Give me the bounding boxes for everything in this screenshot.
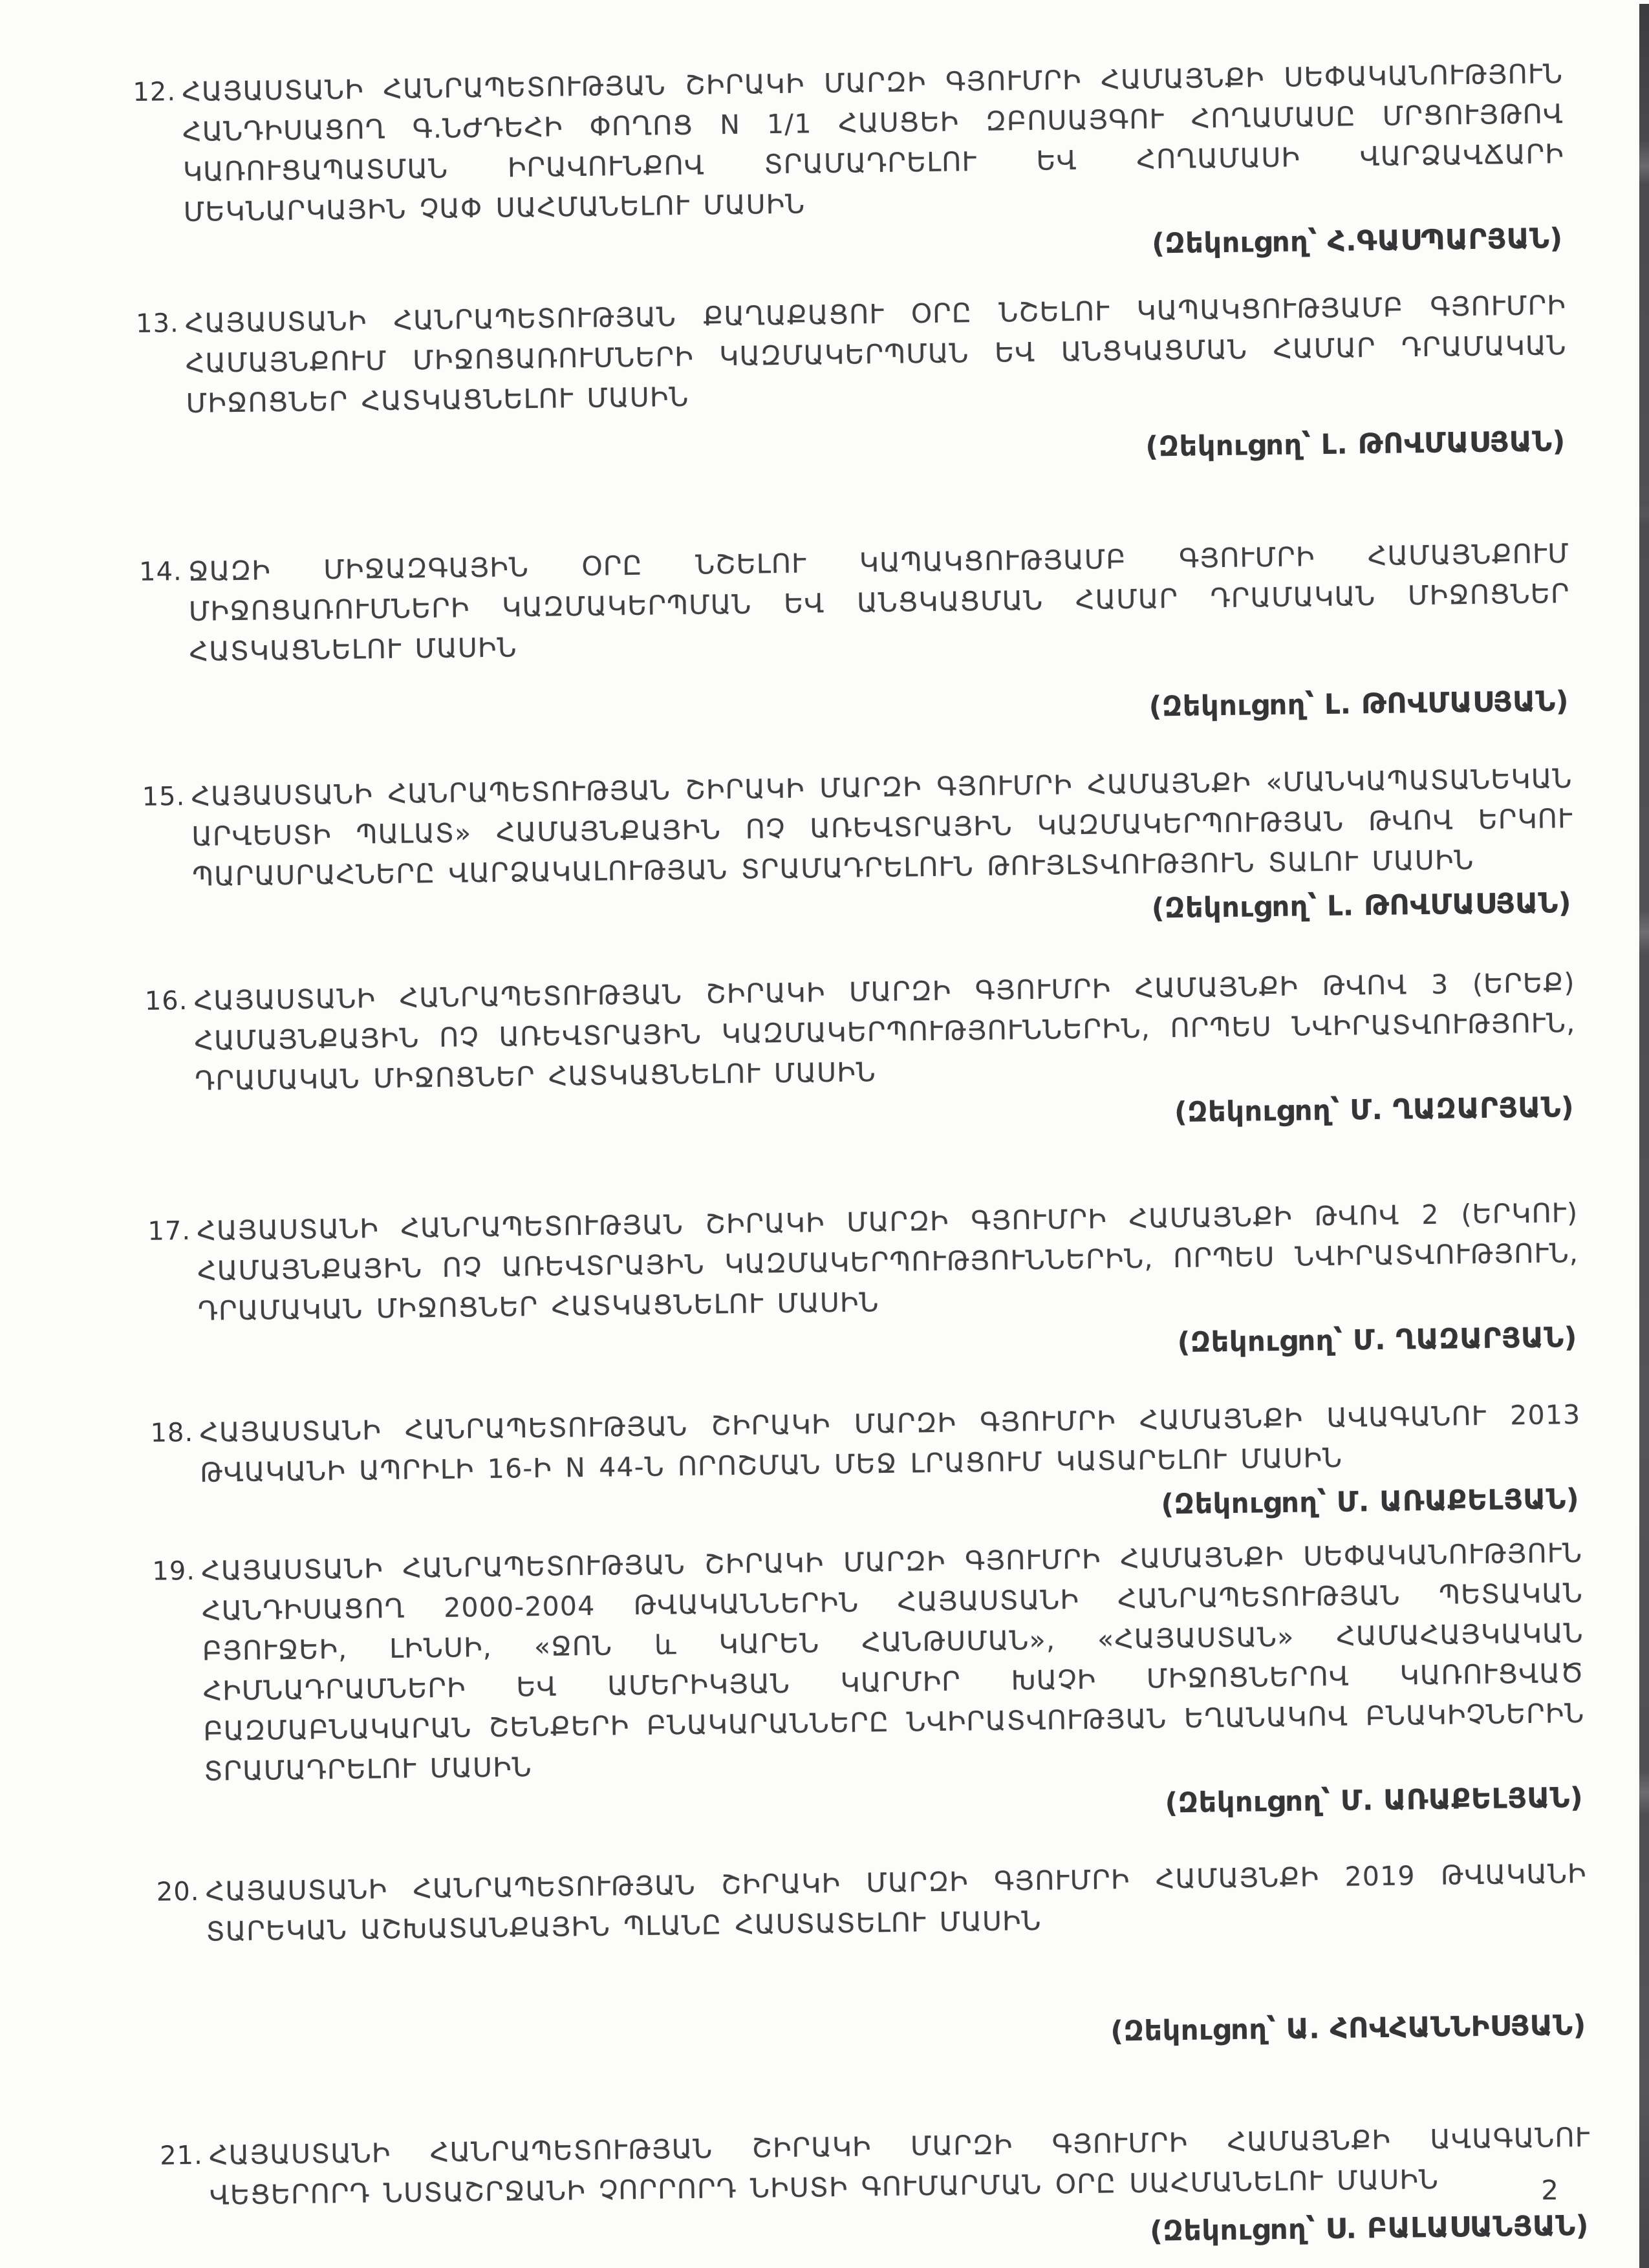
item-number: 21. [159,2140,204,2171]
agenda-item-15 [142,758,1574,941]
item-reporter: (Զեկուցող՝ Լ. ԹՈՎՄԱՍՅԱՆ) [1148,685,1569,723]
item-number: 15. [142,782,186,812]
item-text: ՀԱՅԱՍՏԱՆԻ ՀԱՆՐԱՊԵՏՈՒԹՅԱՆ ՇԻՐԱԿԻ ՄԱՐԶԻ ԳՅՈՒՄՐԻ ՀԱՄԱՅՆՔԻ ՍԵՓԱԿԱՆՈՒԹՅՈՒՆ ՀԱՆԴԻՍԱՑՈՂ 2000-2004 ԹՎԱԿԱՆՆԵՐԻՆ ՀԱՅԱՍՏԱՆԻ ՀԱՆՐԱՊԵՏՈՒԹՅԱՆ ՊԵՏԱԿԱՆ ԲՅՈՒՋԵԻ, ԼԻՆՍԻ, «ՋՈՆ և ԿԱՐԵՆ ՀԱՆԹՍՄԱՆ», «ՀԱՅԱՍՏԱՆ» ՀԱՄԱՀԱՅԿԱԿԱՆ ՀԻՄՆԱԴՐԱՄՆԵՐԻ ԵՎ ԱՄԵՐԻԿՅԱՆ ԿԱՐՄԻՐ ԽԱՉԻ ՄԻՋՈՑՆԵՐՈՎ ԿԱՌՈՒՑՎԱԾ ԲԱԶՄԱԲՆԱԿԱՐԱՆ ՇԵՆՔԵՐԻ ԲՆԱԿԱՐԱՆՆԵՐԸ ՆՎԻՐԱՏՎՈՒԹՅԱՆ ԵՂԱՆԱԿՈՎ ԲՆԱԿԻՉՆԵՐԻՆ ՏՐԱՄԱԴՐԵԼՈՒ ՄԱՍԻՆ [201,1537,1585,1787]
agenda-item-20 [156,1854,1589,2064]
item-reporter: (Զեկուցող՝ Ս. ԲԱԼԱՍԱՆՅԱՆ) [1149,2209,1590,2248]
item-text: ՀԱՅԱՍՏԱՆԻ ՀԱՆՐԱՊԵՏՈՒԹՅԱՆ ՇԻՐԱԿԻ ՄԱՐԶԻ ԳՅՈՒՄՐԻ ՀԱՄԱՅՆՔԻ «ՄԱՆԿԱՊԱՏԱՆԵԿԱՆ ԱՐՎԵՍՏԻ ՊԱԼԱՏ» ՀԱՄԱՅՆՔԱՅԻՆ ՈՉ ԱՌԵՎՏՐԱՅԻՆ ԿԱԶՄԱԿԵՐՊՈՒԹՅԱՆ ԹՎՈՎ ԵՐԿՈՒ ՊԱՐԱՍՐԱՀՆԵՐԸ ՎԱՐՁԱԿԱԼՈՒԹՅԱՆ ՏՐԱՄԱԴՐԵԼՈՒՆ ԹՈՒՅԼՏՎՈՒԹՅՈՒՆ ՏԱԼՈՒ ՄԱՍԻՆ [191,762,1573,892]
agenda-item-17 [147,1193,1580,1376]
item-reporter: (Զեկուցող՝ Լ. ԹՈՎՄԱՍՅԱՆ) [1145,425,1566,464]
item-number: 14. [138,557,183,587]
item-text: ՀԱՅԱՍՏԱՆԻ ՀԱՆՐԱՊԵՏՈՒԹՅԱՆ ՇԻՐԱԿԻ ՄԱՐԶԻ ԳՅՈՒՄՐԻ ՀԱՄԱՅՆՔԻ ԹՎՈՎ 2 (ԵՐԿՈՒ) ՀԱՄԱՅՆՔԱՅԻՆ ՈՉ ԱՌԵՎՏՐԱՅԻՆ ԿԱԶՄԱԿԵՐՊՈՒԹՅՈՒՆՆԵՐԻՆ, ՈՐՊԵՍ ՆՎԻՐԱՏՎՈՒԹՅՈՒՆ, ԴՐԱՄԱԿԱՆ ՄԻՋՈՑՆԵՐ ՀԱՏԿԱՑՆԵԼՈՒ ՄԱՍԻՆ [197,1197,1579,1327]
item-text: ՀԱՅԱՍՏԱՆԻ ՀԱՆՐԱՊԵՏՈՒԹՅԱՆ ՇԻՐԱԿԻ ՄԱՐԶԻ ԳՅՈՒՄՐԻ ՀԱՄԱՅՆՔԻ 2019 ԹՎԱԿԱՆԻ ՏԱՐԵԿԱՆ ԱՇԽԱՏԱՆՔԱՅԻՆ ՊԼԱՆԸ ՀԱՍՏԱՏԵԼՈՒ ՄԱՍԻՆ [205,1857,1587,1947]
item-reporter: (Զեկուցող՝ Լ. ԹՈՎՄԱՍՅԱՆ) [1151,886,1572,925]
item-reporter: (Զեկուցող՝ Մ. ՂԱԶԱՐՅԱՆ) [1177,1321,1578,1360]
item-reporter: (Զեկուցող՝ Մ. ԱՌԱՔԵԼՅԱՆ) [1161,1482,1580,1521]
item-number: 20. [156,1876,200,1907]
item-text: ՀԱՅԱՍՏԱՆԻ ՀԱՆՐԱՊԵՏՈՒԹՅԱՆ ՇԻՐԱԿԻ ՄԱՐԶԻ ԳՅՈՒՄՐԻ ՀԱՄԱՅՆՔԻ ԱՎԱԳԱՆՈՒ 2013 ԹՎԱԿԱՆԻ ԱՊՐԻԼԻ 16-Ի N 44-Ն ՈՐՈՇՄԱՆ ՄԵՋ ԼՐԱՑՈՒՄ ԿԱՏԱՐԵԼՈՒ ՄԱՍԻՆ [199,1398,1581,1488]
item-text: ՀԱՅԱՍՏԱՆԻ ՀԱՆՐԱՊԵՏՈՒԹՅԱՆ ՇԻՐԱԿԻ ՄԱՐԶԻ ԳՅՈՒՄՐԻ ՀԱՄԱՅՆՔԻ ԹՎՈՎ 3 (ԵՐԵՔ) ՀԱՄԱՅՆՔԱՅԻՆ ՈՉ ԱՌԵՎՏՐԱՅԻՆ ԿԱԶՄԱԿԵՐՊՈՒԹՅՈՒՆՆԵՐԻՆ, ՈՐՊԵՍ ՆՎԻՐԱՏՎՈՒԹՅՈՒՆ, ԴՐԱՄԱԿԱՆ ՄԻՋՈՑՆԵՐ ՀԱՏԿԱՑՆԵԼՈՒ ՄԱՍԻՆ [193,967,1576,1097]
agenda-item-14 [139,533,1572,740]
item-text: ՋԱԶԻ ՄԻՋԱԶԳԱՅԻՆ ՕՐԸ ՆՇԵԼՈՒ ԿԱՊԱԿՑՈՒԹՅԱՄԲ ԳՅՈՒՄՐԻ ՀԱՄԱՅՆՔՈՒՄ ՄԻՋՈՑԱՌՈՒՄՆԵՐԻ ԿԱԶՄԱԿԵՐՊՄԱՆ ԵՎ ԱՆՑԿԱՑՄԱՆ ՀԱՄԱՐ ԴՐԱՄԱԿԱՆ ՄԻՋՈՑՆԵՐ ՀԱՏԿԱՑՆԵԼՈՒ ՄԱՍԻՆ [188,537,1571,667]
item-number: 17. [147,1215,191,1246]
item-reporter: (Զեկուցող՝ Մ. ՂԱԶԱՐՅԱՆ) [1174,1091,1575,1129]
item-number: 13. [135,308,180,339]
item-reporter: (Զեկուցող՝ Հ.ԳԱՍՊԱՐՅԱՆ) [1151,222,1563,261]
item-number: 12. [133,77,177,107]
item-text: ՀԱՅԱՍՏԱՆԻ ՀԱՆՐԱՊԵՏՈՒԹՅԱՆ ՇԻՐԱԿԻ ՄԱՐԶԻ ԳՅՈՒՄՐԻ ՀԱՄԱՅՆՔԻ ԱՎԱԳԱՆՈՒ ՎԵՑԵՐՈՐԴ ՆՍՏԱՇՐՋԱՆԻ ՉՈՐՐՈՐԴ ՆԻՍՏԻ ԳՈՒՄԱՐՄԱՆ ՕՐԸ ՍԱՀՄԱՆԵԼՈՒ ՄԱՍԻՆ [208,2121,1591,2211]
page-number: 2 [1541,2174,1558,2206]
item-reporter: (Զեկուցող՝ Մ. ԱՌԱՔԵԼՅԱՆ) [1165,1781,1584,1820]
agenda-item-21 [160,2117,1591,2264]
item-reporter: (Զեկուցող՝ Ա. ՀՈՎՀԱՆՆԻՍՅԱՆ) [1110,2009,1587,2048]
item-text: ՀԱՅԱՍՏԱՆԻ ՀԱՆՐԱՊԵՏՈՒԹՅԱՆ ՇԻՐԱԿԻ ՄԱՐԶԻ ԳՅՈՒՄՐԻ ՀԱՄԱՅՆՔԻ ՍԵՓԱԿԱՆՈՒԹՅՈՒՆ ՀԱՆԴԻՍԱՑՈՂ Գ.ՆԺԴԵՀԻ ՓՈՂՈՑ N 1/1 ՀԱՍՑԵԻ ԶԲՈՍԱՅԳՈՒ ՀՈՂԱՄԱՍԸ ՄՐՑՈՒՅԹՈՎ ԿԱՌՈՒՑԱՊԱՏՄԱՆ ԻՐԱՎՈՒՆՔՈՎ ՏՐԱՄԱԴՐԵԼՈՒ ԵՎ ՀՈՂԱՄԱՍԻ ՎԱՐՁԱՎՃԱՐԻ ՄԵԿՆԱՐԿԱՅԻՆ ՉԱՓ ՍԱՀՄԱՆԵԼՈՒ ՄԱՍԻՆ [182,58,1565,228]
item-number: 16. [144,986,188,1016]
agenda-item-13 [136,285,1568,480]
agenda-list [133,54,1592,2268]
agenda-item-12 [133,54,1566,277]
item-text: ՀԱՅԱՍՏԱՆԻ ՀԱՆՐԱՊԵՏՈՒԹՅԱՆ ՔԱՂԱՔԱՑՈՒ ՕՐԸ ՆՇԵԼՈՒ ԿԱՊԱԿՑՈՒԹՅԱՄԲ ԳՅՈՒՄՐԻ ՀԱՄԱՅՆՔՈՒՄ ՄԻՋՈՑԱՌՈՒՄՆԵՐԻ ԿԱԶՄԱԿԵՐՊՄԱՆ ԵՎ ԱՆՑԿԱՑՄԱՆ ՀԱՄԱՐ ԴՐԱՄԱԿԱՆ ՄԻՋՈՑՆԵՐ ՀԱՏԿԱՑՆԵԼՈՒ ՄԱՍԻՆ [184,290,1568,419]
agenda-item-19 [152,1533,1586,1836]
agenda-item-16 [144,963,1577,1146]
scan-edge-artifact [1639,4,1649,2268]
item-number: 18. [150,1417,194,1448]
item-number: 19. [152,1556,196,1587]
agenda-item-18 [150,1395,1582,1537]
